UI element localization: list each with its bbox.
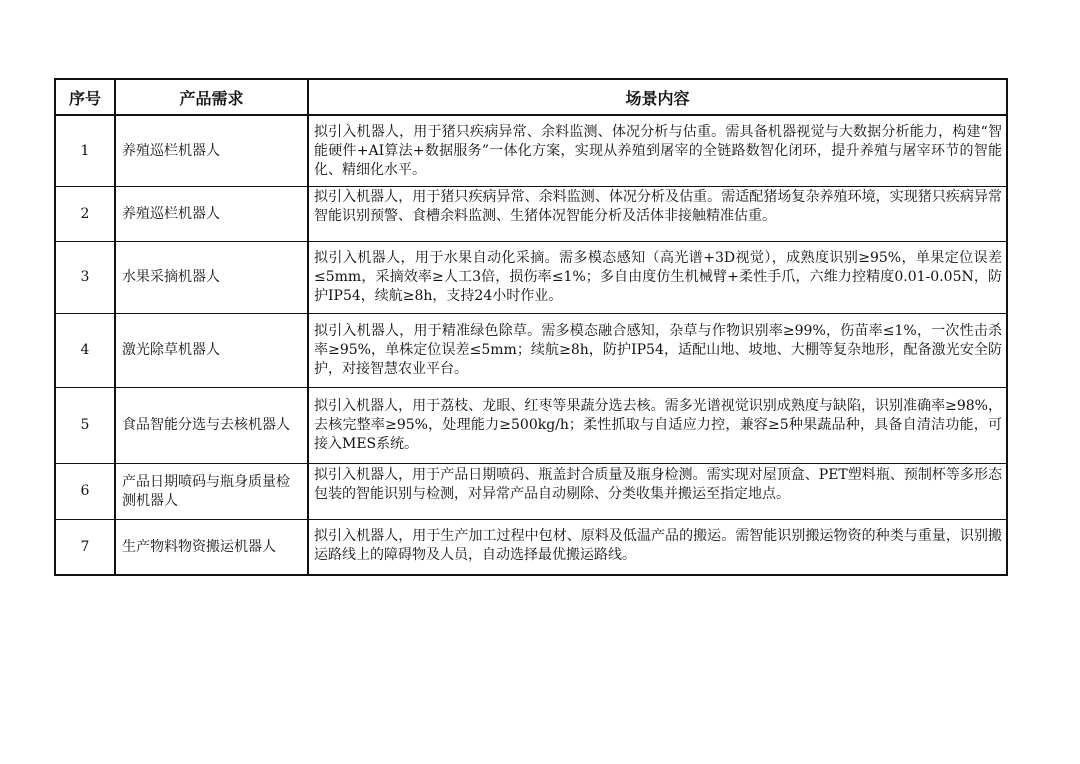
row-product-name: 食品智能分选与去核机器人 xyxy=(115,388,308,464)
header-scene-content: 场景内容 xyxy=(308,79,1007,115)
table-row xyxy=(55,187,1007,242)
row-scene-cell xyxy=(308,520,1007,576)
row-scene-text: 拟引入机器人，用于产品日期喷码、瓶盖封合质量及瓶身检测。需实现对屋顶盒、PET塑料瓶、预制杯等多形态包装的智能识别与检测，对异常产品自动剔除、分类收集并搬运至指定地点。 xyxy=(314,466,1002,502)
row-scene-cell xyxy=(308,187,1007,242)
header-product-requirement: 产品需求 xyxy=(115,79,308,115)
table-row xyxy=(55,314,1007,388)
row-scene-text: 拟引入机器人，用于水果自动化采摘。需多模态感知（高光谱+3D视觉），成熟度识别≥95%，单果定位误差≤5mm，采摘效率≥人工3倍，损伤率≤1%；多自由度仿生机械臂+柔性手爪，六维力控精度0.01-0.05N，防护IP54，续航≥8h，支持24小时作业。 xyxy=(314,250,1002,304)
row-serial-number: 3 xyxy=(55,242,115,314)
row-scene-text: 拟引入机器人，用于猪只疾病异常、余料监测、体况分析及估重。需适配猪场复杂养殖环境，实现猪只疾病异常智能识别预警、食槽余料监测、生猪体况智能分析及活体非接触精准估重。 xyxy=(314,189,1002,224)
table-header-row xyxy=(55,79,1007,115)
row-scene-text: 拟引入机器人，用于精准绿色除草。需多模态融合感知，杂草与作物识别率≥99%，伤苗率≤1%，一次性击杀率≥95%，单株定位误差≤5mm；续航≥8h，防护IP54，适配山地、坡地、大棚等复杂地形，配备激光安全防护，对接智慧农业平台。 xyxy=(314,323,1002,377)
row-serial-number: 7 xyxy=(55,520,115,576)
row-scene-cell xyxy=(308,464,1007,520)
row-scene-text: 拟引入机器人，用于猪只疾病异常、余料监测、体况分析与估重。需具备机器视觉与大数据分析能力，构建“智能硬件+AI算法+数据服务”一体化方案，实现从养殖到屠宰的全链路数智化闭环，提升养殖与屠宰环节的智能化、精细化水平。 xyxy=(314,123,1002,178)
row-scene-cell xyxy=(308,388,1007,464)
row-product-name: 生产物料物资搬运机器人 xyxy=(115,520,308,576)
row-product-name: 激光除草机器人 xyxy=(115,314,308,388)
row-scene-cell xyxy=(308,314,1007,388)
row-product-name: 养殖巡栏机器人 xyxy=(115,187,308,242)
row-serial-number: 4 xyxy=(55,314,115,388)
row-scene-cell xyxy=(308,242,1007,314)
header-serial-number: 序号 xyxy=(55,79,115,115)
table-row xyxy=(55,242,1007,314)
row-serial-number: 6 xyxy=(55,464,115,520)
row-serial-number: 1 xyxy=(55,115,115,187)
table-row xyxy=(55,520,1007,576)
row-scene-text: 拟引入机器人，用于生产加工过程中包材、原料及低温产品的搬运。需智能识别搬运物资的种类与重量，识别搬运路线上的障碍物及人员，自动选择最优搬运路线。 xyxy=(314,528,1002,563)
requirements-table xyxy=(54,78,1008,576)
row-serial-number: 5 xyxy=(55,388,115,464)
requirements-sheet xyxy=(54,78,1006,576)
table-row xyxy=(55,388,1007,464)
row-product-name: 水果采摘机器人 xyxy=(115,242,308,314)
row-scene-text: 拟引入机器人，用于荔枝、龙眼、红枣等果蔬分选去核。需多光谱视觉识别成熟度与缺陷，识别准确率≥98%，去核完整率≥95%，处理能力≥500kg/h；柔性抓取与自适应力控，兼容≥5种果蔬品种，具备自清洁功能，可接入MES系统。 xyxy=(314,398,1002,452)
row-product-name: 产品日期喷码与瓶身质量检测机器人 xyxy=(115,464,308,520)
row-scene-cell xyxy=(308,115,1007,187)
row-serial-number: 2 xyxy=(55,187,115,242)
table-row xyxy=(55,115,1007,187)
row-product-name: 养殖巡栏机器人 xyxy=(115,115,308,187)
table-row xyxy=(55,464,1007,520)
